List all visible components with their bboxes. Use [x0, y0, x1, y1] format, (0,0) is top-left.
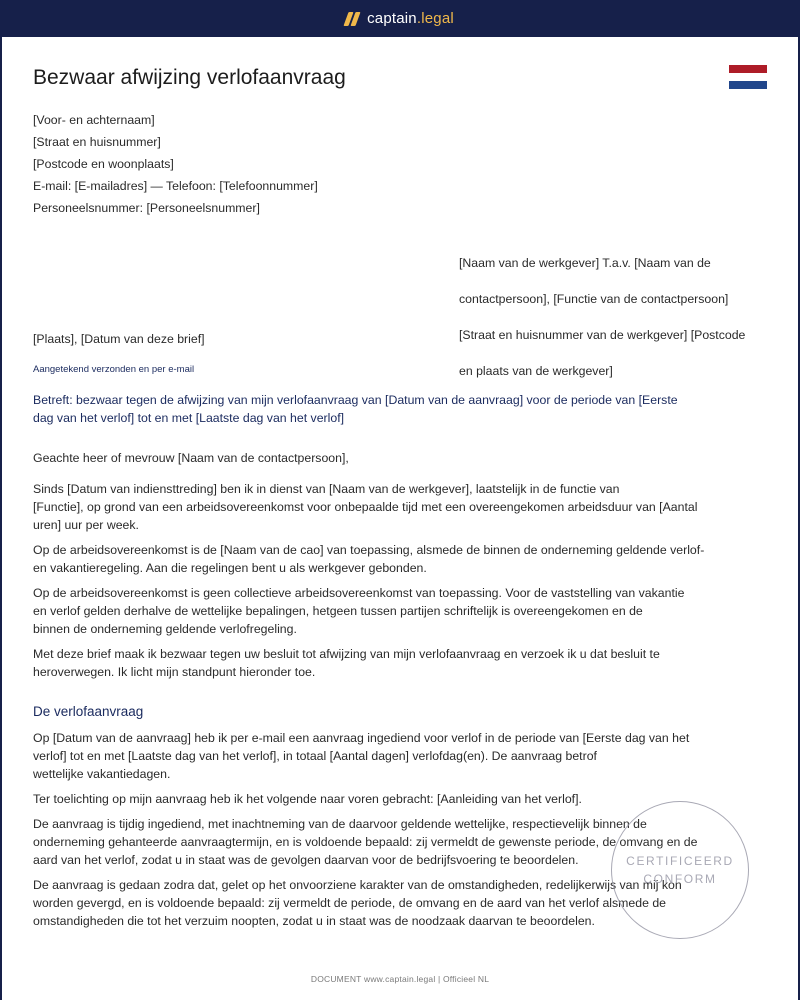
sender-employee-number: Personeelsnummer: [Personeelsnummer] — [33, 201, 260, 215]
sender-contact: E-mail: [E-mailadres] — Telefoon: [Telefoonnummer] — [33, 179, 318, 193]
salutation: Geachte heer of mevrouw [Naam van de contactpersoon], — [33, 451, 349, 465]
paragraph: Ter toelichting op mijn aanvraag heb ik het volgende naar voren gebracht: [Aanleiding van het verlof]. — [33, 792, 582, 806]
sender-name: [Voor- en achternaam] — [33, 113, 155, 127]
sender-street: [Straat en huisnummer] — [33, 135, 161, 149]
recipient-line: [Straat en huisnummer van de werkgever] [Postcode — [459, 328, 746, 342]
place-date: [Plaats], [Datum van deze brief] — [33, 332, 205, 346]
paragraph: Met deze brief maak ik bezwaar tegen uw besluit tot afwijzing van mijn verlofaanvraag en verzoek ik u dat besluit te heroverwegen. Ik licht mijn standpunt hieronder toe. — [33, 647, 660, 679]
page-footer: DOCUMENT www.captain.legal | Officieel NL — [310, 974, 490, 984]
paragraph: De aanvraag is tijdig ingediend, met inachtneming van de daarvoor geldende wettelijke, respectievelijk binnen de onderneming gehanteerde aanvraagtermijn, en is voldoende bepaald: zij vermeldt de gewenste periode, de omvang en de aard van het verlof, zodat u in staat was de gevolgen daarvan voor de bedrijfsvoering te beoordelen. — [33, 817, 698, 867]
delivery-note: Aangetekend verzonden en per e-mail — [33, 364, 195, 375]
page-title: Bezwaar afwijzing verlofaanvraag — [33, 66, 346, 89]
brand-name: captain.legal — [367, 10, 454, 27]
recipient-address — [459, 236, 773, 398]
stamp-line: CONFORM — [643, 872, 717, 886]
page-frame-left — [0, 37, 2, 1000]
paragraph: Op [Datum van de aanvraag] heb ik per e-mail een aanvraag ingediend voor verlof in de periode van [Eerste dag van het verlof] tot en met [Laatste dag van het verlof], in totaal [Aantal dagen] verlofdag(en). De aanvraag betrof wettelijke vakantiedagen. — [33, 731, 690, 781]
paragraph: Sinds [Datum van indiensttreding] ben ik in dienst van [Naam van de werkgever], laatstelijk in de functie van [Functie], op grond van een arbeidsovereenkomst voor onbepaalde tijd met een overeengekomen arbeidsduur van [Aantal uren] uur per week. — [33, 482, 698, 532]
stamp-line: CERTIFICEERD — [626, 854, 734, 868]
captain-legal-logo-icon — [344, 12, 361, 26]
recipient-line: [Naam van de werkgever] T.a.v. [Naam van de — [459, 256, 711, 270]
paragraph: De aanvraag is gedaan zodra dat, gelet op het onvoorziene karakter van de omstandigheden, redelijkerwijs van mij kon worden gevergd, en is voldoende bepaald: zij vermeldt de periode, de omvang en de aard van het verlof alsmede de omstandigheden die tot het verzuim noopten, zodat u in staat was de noodzaak daarvan te beoordelen. — [33, 878, 682, 928]
certification-stamp — [611, 801, 749, 939]
brand-logo[interactable] — [346, 10, 454, 27]
section-heading: De verlofaanvraag — [33, 704, 144, 719]
top-header-bar — [0, 0, 800, 37]
recipient-line: contactpersoon], [Functie van de contactpersoon] — [459, 292, 729, 306]
recipient-line: en plaats van de werkgever] — [459, 364, 613, 378]
subject-line: Betreft: bezwaar tegen de afwijzing van mijn verlofaanvraag van [Datum van de aanvraag] voor de periode van [Eerste dag van het verlof] tot en met [Laatste dag van het verlof] — [33, 393, 678, 425]
paragraph: Op de arbeidsovereenkomst is de [Naam van de cao] van toepassing, alsmede de binnen de onderneming geldende verlof- en vakantieregeling. Aan die regelingen bent u als werkgever gebonden. — [33, 543, 705, 575]
paragraph: Op de arbeidsovereenkomst is geen collectieve arbeidsovereenkomst van toepassing. Voor de vaststelling van vakantie en verlof gelden derhalve de wettelijke bepalingen, hetgeen tussen partijen schriftelijk is overeengekomen en de binnen de onderneming geldende verlofregeling. — [33, 586, 685, 636]
netherlands-flag-icon — [729, 65, 767, 89]
sender-postcode: [Postcode en woonplaats] — [33, 157, 174, 171]
